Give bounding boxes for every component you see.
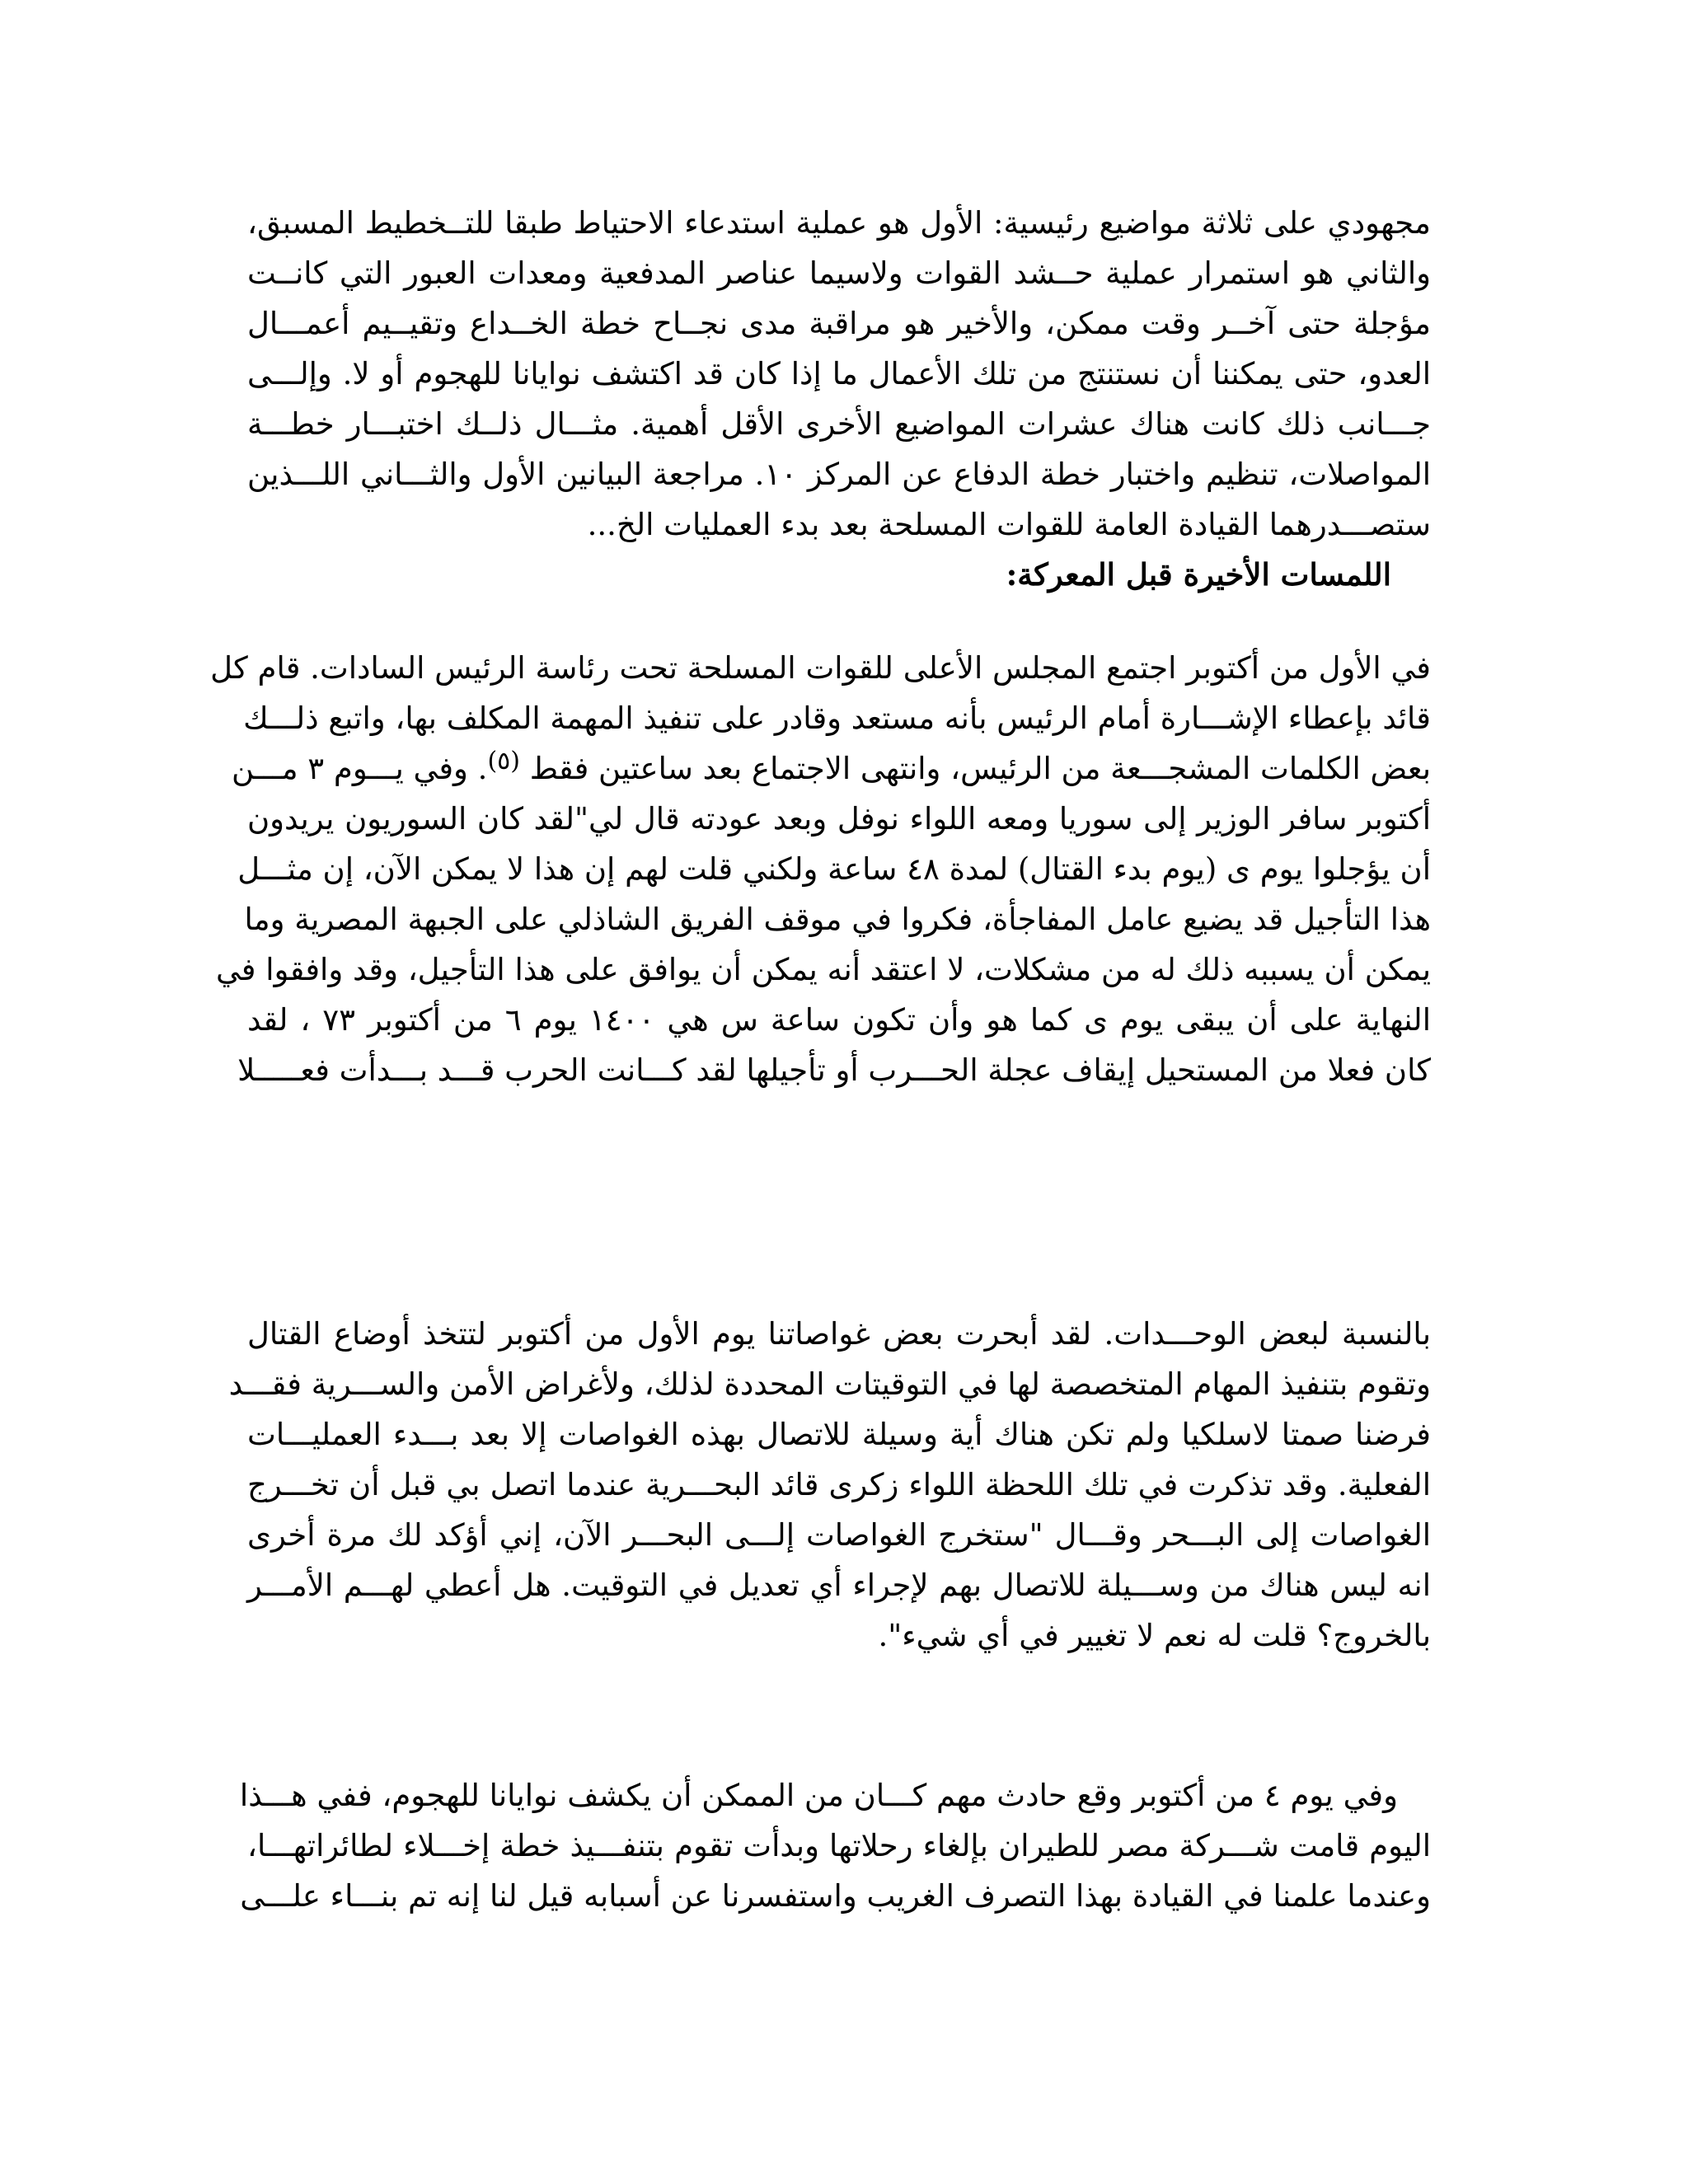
text-line: في الأول من أكتوبر اجتمع المجلس الأعلى للقوات المسلحة تحت رئاسة الرئيس السادات. قام كل [210, 650, 1431, 686]
text-line: يمكن أن يسببه ذلك له من مشكلات، لا اعتقد أنه يمكن أن يوافق على هذا التأجيل، وقد وافقوا في [215, 952, 1431, 987]
text-line: اليوم قامت شـــركة مصر للطيران بإلغاء رحلاتها وبدأت تقوم بتنفـــيذ خطة إخـــلاء لطائراتهـــا، [247, 1828, 1431, 1863]
text-line: انه ليس هناك من وســـيلة للاتصال بهم لإجراء أي تعديل في التوقيت. هل أعطي لهـــم الأمـــر [247, 1568, 1431, 1603]
paragraph-1 [247, 198, 1431, 600]
text-line: والثاني هو استمرار عملية حــشد القوات ولاسيما عناصر المدفعية ومعدات العبور التي كانــت [247, 255, 1431, 291]
text-line: قائد بإعطاء الإشـــارة أمام الرئيس بأنه مستعد وقادر على تنفيذ المهمة المكلف بها، واتبع ذلـــك [243, 701, 1431, 736]
text-segment: . وفي يـــوم ٣ مـــن [232, 751, 488, 786]
text-line: الغواصات إلى البـــحر وقـــال "ستخرج الغواصات إلـــى البحـــر الآن، إني أؤكد لك مرة أخرى [247, 1517, 1431, 1553]
text-line: مؤجلة حتى آخــر وقت ممكن، والأخير هو مراقبة مدى نجــاح خطة الخــداع وتقيــيم أعمـــال [247, 306, 1431, 341]
text-line: أكتوبر سافر الوزير إلى سوريا ومعه اللواء نوفل وبعد عودته قال لي"لقد كان السوريون يريدون [247, 801, 1431, 837]
text-line: وعندما علمنا في القيادة بهذا التصرف الغريب واستفسرنا عن أسبابه قيل لنا إنه تم بنـــاء علـــى [240, 1878, 1431, 1914]
paragraph-4 [239, 1770, 1431, 1921]
text-line: وفي يوم ٤ من أكتوبر وقع حادث مهم كـــان من الممكن أن يكشف نوايانا للهجوم، ففي هـــذا [239, 1778, 1398, 1813]
text-line: أن يؤجلوا يوم ى (يوم بدء القتال) لمدة ٤٨ ساعة ولكني قلت لهم إن هذا لا يمكن الآن، إن مثـــل [237, 851, 1431, 887]
text-line: النهاية على أن يبقى يوم ى كما هو وأن تكون ساعة س هي ١٤٠٠ يوم ٦ من أكتوبر ٧٣ ، لقد [247, 1002, 1431, 1038]
paragraph-2 [210, 643, 1431, 1095]
text-segment: بعض الكلمات المشجـــعة من الرئيس، وانتهى الاجتماع بعد ساعتين فقط [529, 751, 1431, 786]
text-line: كان فعلا من المستحيل إيقاف عجلة الحـــرب أو تأجيلها لقد كـــانت الحرب قـــد بـــدأت فعـــــلا [237, 1052, 1431, 1088]
text-line: مجهودي على ثلاثة مواضيع رئيسية: الأول هو عملية استدعاء الاحتياط طبقا للتــخطيط المسبق، [247, 205, 1431, 241]
text-line: وتقوم بتنفيذ المهام المتخصصة لها في التوقيتات المحددة لذلك، ولأغراض الأمن والســـرية فقـــد [228, 1366, 1431, 1402]
paragraph-3 [228, 1309, 1432, 1661]
text-line: الفعلية. وقد تذكرت في تلك اللحظة اللواء زكرى قائد البحـــرية عندما اتصل بي قبل أن تخـــرج [247, 1467, 1431, 1502]
text-line: فرضنا صمتا لاسلكيا ولم تكن هناك أية وسيلة للاتصال بهذه الغواصات إلا بعد بـــدء العمليـــات [247, 1417, 1431, 1452]
text-line: جـــانب ذلك كانت هناك عشرات المواضيع الأخرى الأقل أهمية. مثـــال ذلــك اختبـــار خطـــة [247, 406, 1431, 442]
text-line: ستصـــدرهما القيادة العامة للقوات المسلحة بعد بدء العمليات الخ... [587, 507, 1431, 542]
text-line: المواصلات، تنظيم واختبار خطة الدفاع عن المركز ١٠. مراجعة البيانين الأول والثـــاني اللـــذين [247, 457, 1432, 492]
section-heading: اللمسات الأخيرة قبل المعركة: [1006, 556, 1391, 593]
footnote-reference: (٥) [487, 747, 520, 776]
text-line: العدو، حتى يمكننا أن نستنتج من تلك الأعمال ما إذا كان قد اكتشف نوايانا للهجوم أو لا. وإلـــى [247, 356, 1431, 391]
text-line: هذا التأجيل قد يضيع عامل المفاجأة، فكروا في موقف الفريق الشاذلي على الجبهة المصرية وما [244, 902, 1431, 937]
text-line-with-footnote [232, 743, 1431, 794]
text-line: بالنسبة لبعض الوحـــدات. لقد أبحرت بعض غواصاتنا يوم الأول من أكتوبر لتتخذ أوضاع القتال [247, 1316, 1432, 1352]
text-line: بالخروج؟ قلت له نعم لا تغيير في أي شيء". [878, 1618, 1431, 1653]
